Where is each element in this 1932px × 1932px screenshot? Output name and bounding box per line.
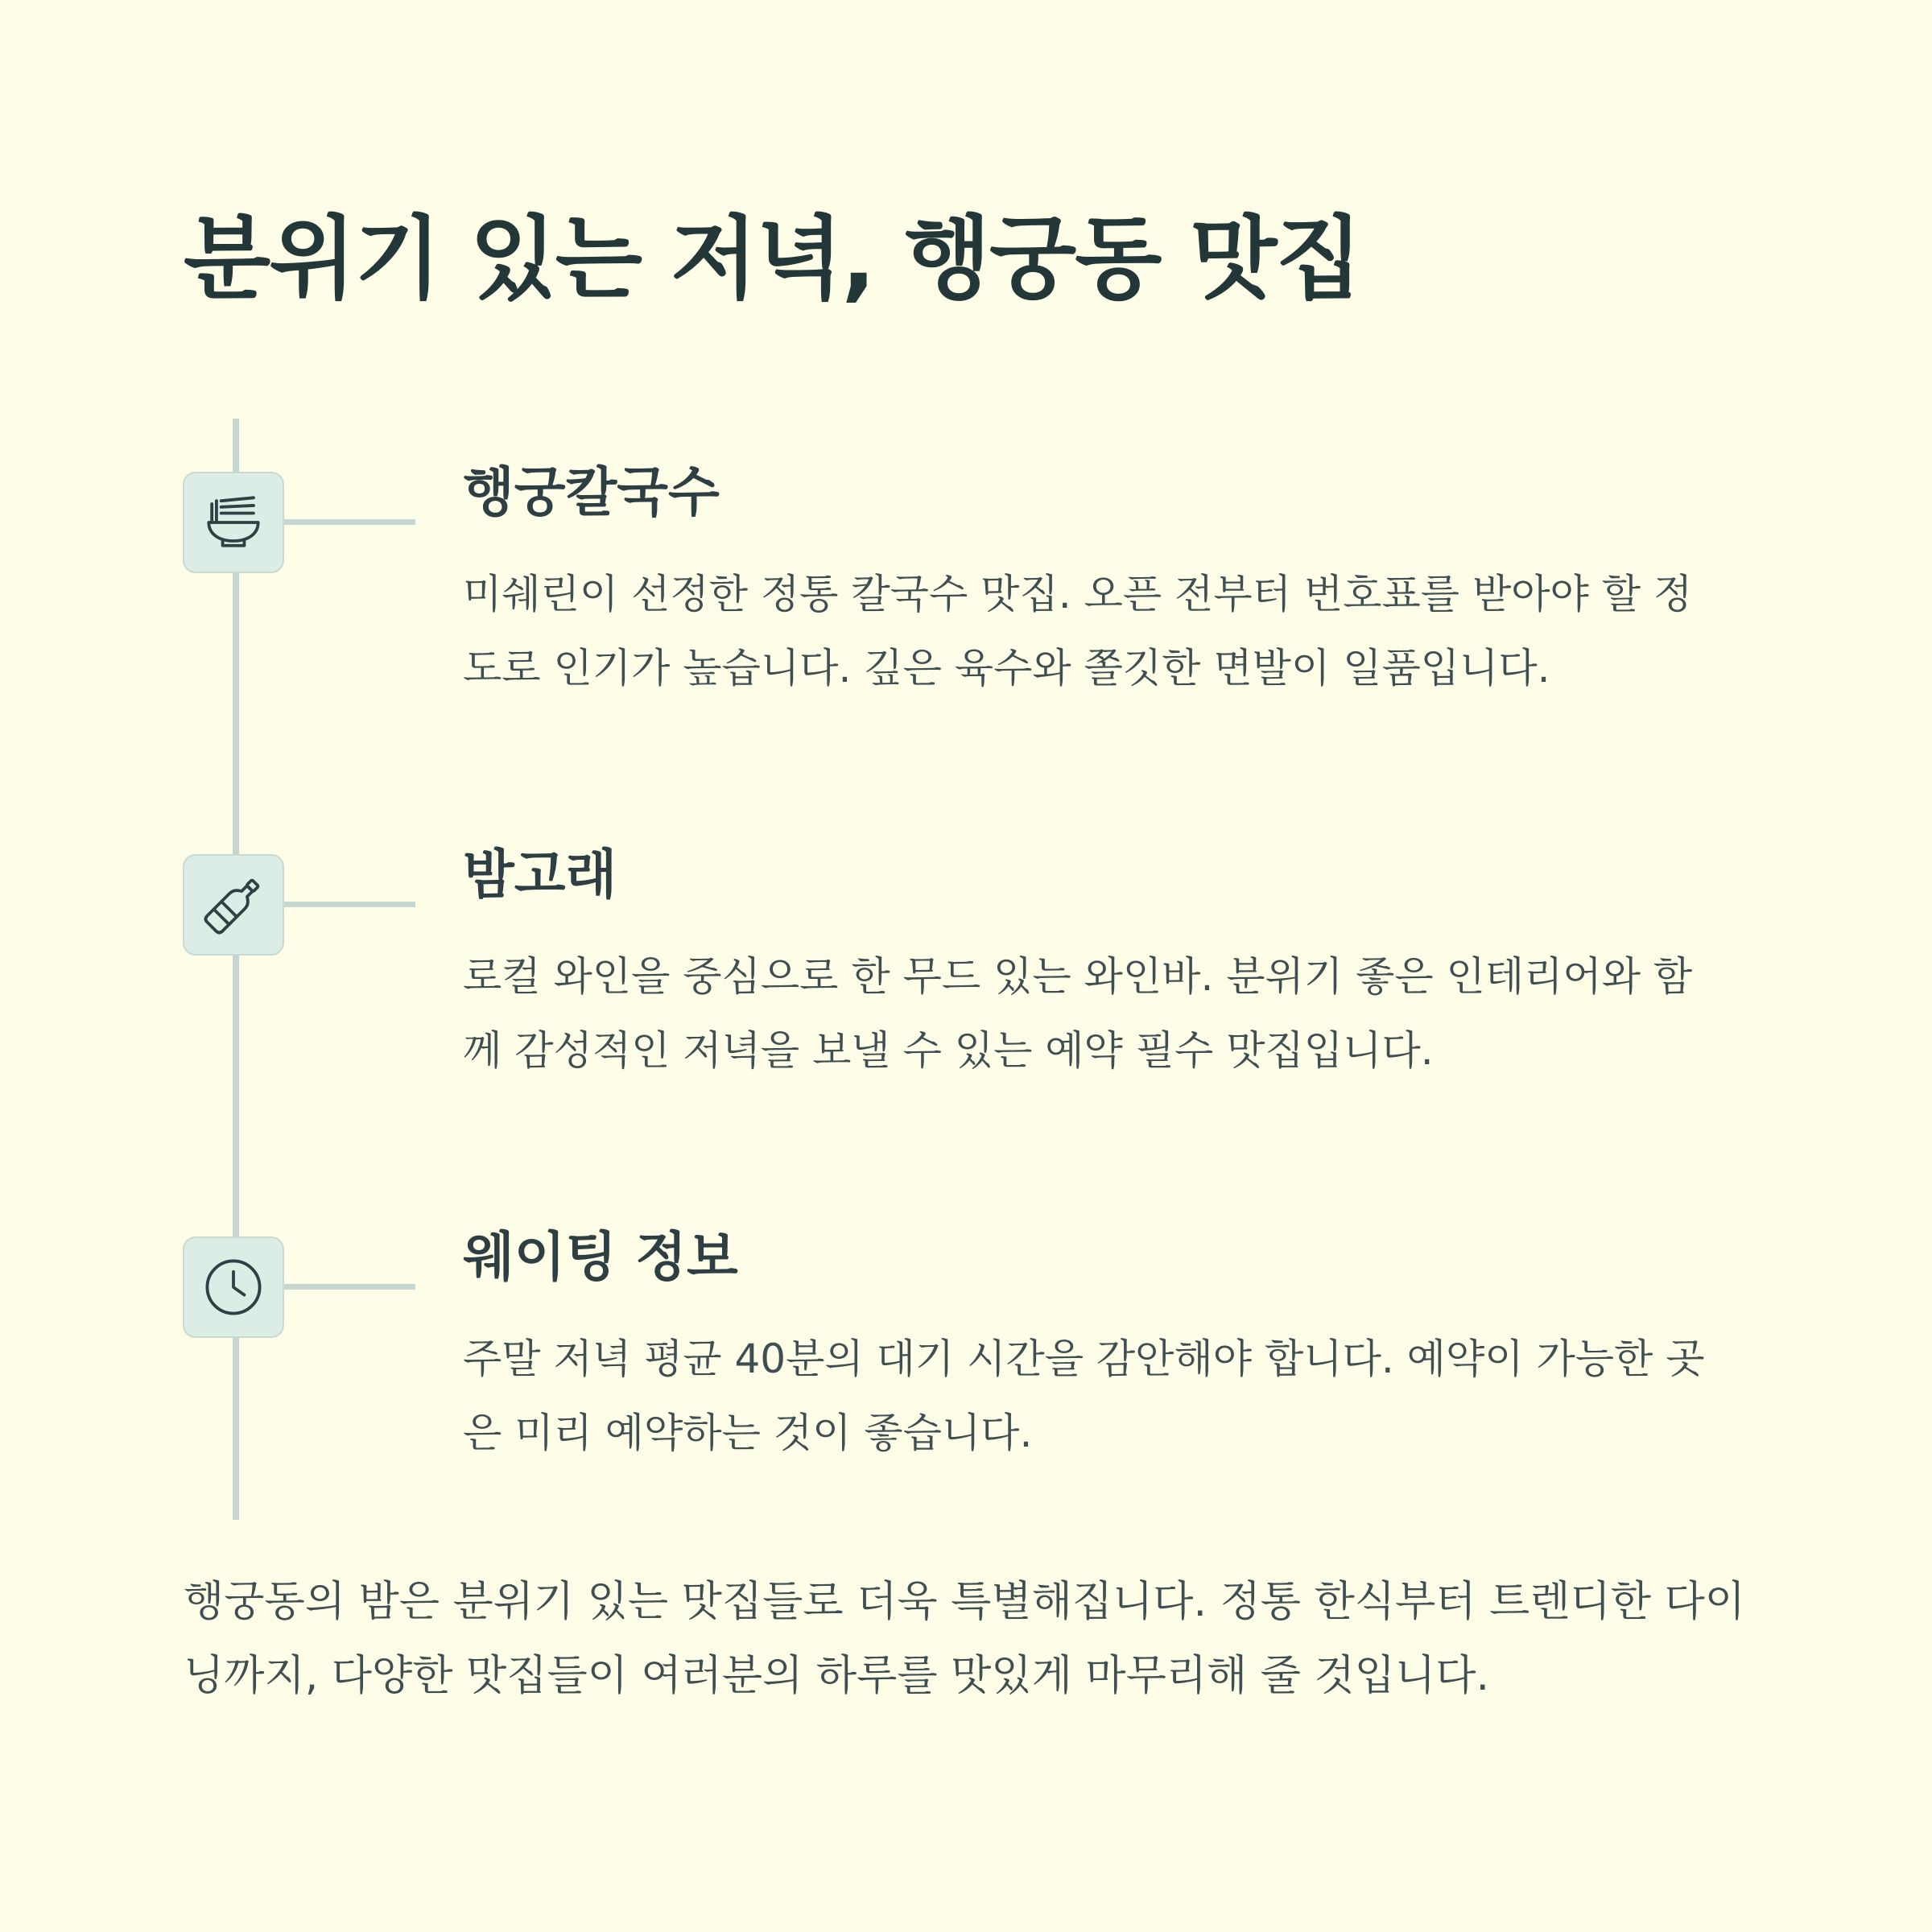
timeline-connector (274, 902, 415, 907)
page-title: 분위기 있는 저녁, 행궁동 맛집 (184, 207, 1361, 312)
icon-tile (183, 1236, 284, 1338)
noodle-bowl-icon (196, 485, 270, 559)
timeline-connector (274, 519, 415, 525)
icon-tile (183, 472, 284, 573)
item-title: 밤고래 (463, 844, 617, 906)
item-description: 미쉐린이 선정한 정통 칼국수 맛집. 오픈 전부터 번호표를 받아야 할 정도로 인기가 높습니다. 깊은 육수와 쫄깃한 면발이 일품입니다. (463, 571, 1693, 691)
closing-paragraph: 행궁동의 밤은 분위기 있는 맛집들로 더욱 특별해집니다. 정통 한식부터 트렌디한 다이닝까지, 다양한 맛집들이 여러분의 하루를 맛있게 마무리해 줄 것입니다. (184, 1578, 1745, 1700)
item-description: 주말 저녁 평균 40분의 대기 시간을 감안해야 합니다. 예약이 가능한 곳은 미리 예약하는 것이 좋습니다. (463, 1335, 1705, 1456)
timeline-line (233, 419, 239, 1520)
item-title: 웨이팅 정보 (463, 1226, 738, 1288)
wine-bottle-icon (196, 868, 270, 942)
clock-icon (196, 1250, 270, 1324)
timeline-connector (274, 1284, 415, 1290)
item-description: 로컬 와인을 중심으로 한 무드 있는 와인바. 분위기 좋은 인테리어와 함께 감성적인 저녁을 보낼 수 있는 예약 필수 맛집입니다. (463, 953, 1693, 1074)
icon-tile (183, 854, 284, 956)
item-title: 행궁칼국수 (463, 461, 720, 523)
